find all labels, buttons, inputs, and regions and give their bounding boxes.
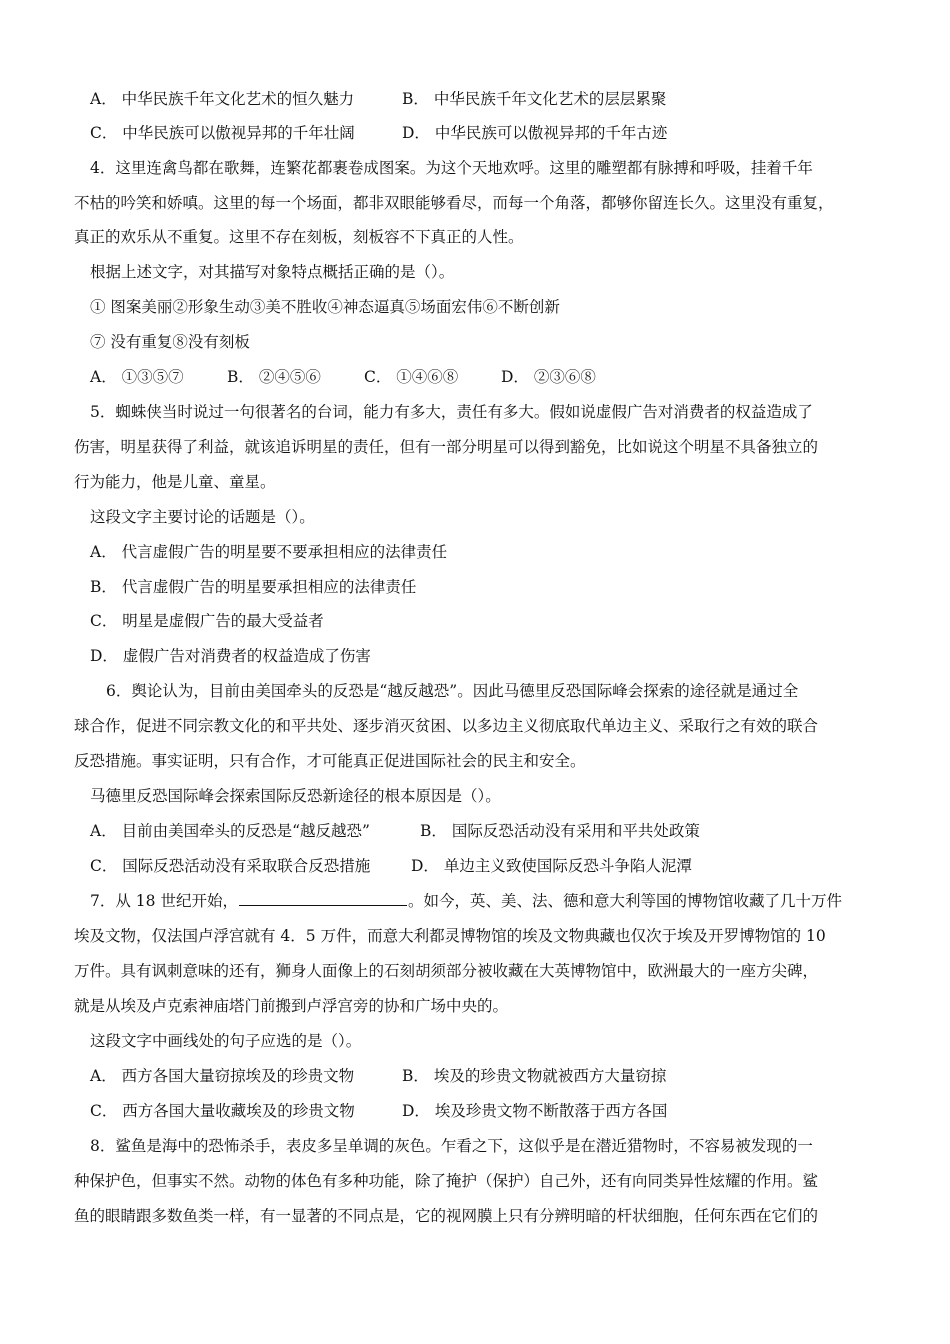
q8-passage-text: 8．鲨鱼是海中的恐怖杀手，表皮多呈单调的灰色。乍看之下，这似乎是在潜近猎物时，不容易被发现的一 [90, 1137, 813, 1155]
q5-passage-text: 行为能力，他是儿童、童星。 [74, 473, 276, 491]
q6-option-a[interactable]: A． 目前由美国牵头的反恐是“越反越恐” [90, 822, 370, 840]
q8-passage-text: 鱼的眼睛跟多数鱼类一样，有一显著的不同点是，它的视网膜上只有分辨明暗的杆状细胞，任何东西在它们的 [74, 1207, 819, 1225]
q4-passage-line-2 [0, 188, 950, 218]
q4-option-b[interactable]: B． ②④⑤⑥ [227, 368, 321, 386]
q4-question-text: 根据上述文字，对其描写对象特点概括正确的是（）。 [90, 263, 455, 281]
q6-passage-text: 6．舆论认为，目前由美国牵头的反恐是“越反越恐”。因此马德里反恐国际峰会探索的途径就是通过全 [106, 682, 799, 700]
q7-option-a[interactable]: A． 西方各国大量窃掠埃及的珍贵文物 [90, 1067, 355, 1085]
q5-passage-line-3 [0, 467, 950, 497]
q3-option-b[interactable]: B． 中华民族千年文化艺术的层层累聚 [402, 90, 667, 108]
q4-options [0, 362, 950, 392]
q7-passage-line-1 [0, 886, 950, 916]
q4-passage-line-1 [0, 153, 950, 183]
q5-question-text: 这段文字主要讨论的话题是（）。 [90, 508, 315, 526]
q7-passage-line-4 [0, 991, 950, 1021]
q5-question [0, 502, 950, 532]
q5-option-d-row [0, 641, 950, 671]
q7-passage-text: 7．从 18 世纪开始， 。如今，英、美、法、德和意大利等国的博物馆收藏了几十万件 [90, 886, 842, 916]
q6-options-row-2 [0, 851, 950, 881]
q4-question [0, 257, 950, 287]
q4-option-a[interactable]: A． ①③⑤⑦ [90, 368, 184, 386]
q6-passage-text: 反恐措施。事实证明，只有合作，才可能真正促进国际社会的民主和安全。 [74, 752, 586, 770]
q5-option-c-row [0, 606, 950, 636]
q4-passage-text: 真正的欢乐从不重复。这里不存在刻板，刻板容不下真正的人性。 [74, 228, 524, 246]
q7-option-c[interactable]: C． 西方各国大量收藏埃及的珍贵文物 [90, 1102, 355, 1120]
q3-options-row-1 [0, 84, 950, 114]
q7-passage-line-2 [0, 921, 950, 951]
q3-option-c[interactable]: C． 中华民族可以傲视异邦的千年壮阔 [90, 124, 355, 142]
q8-passage-line-1 [0, 1131, 950, 1161]
q6-passage-line-2 [0, 711, 950, 741]
q6-question [0, 781, 950, 811]
q5-passage-line-1 [0, 397, 950, 427]
q4-option-d[interactable]: D． ②③⑥⑧ [501, 368, 596, 386]
q7-question [0, 1026, 950, 1056]
q3-option-d[interactable]: D． 中华民族可以傲视异邦的千年古迹 [402, 124, 668, 142]
q6-passage-line-1 [0, 676, 950, 706]
q4-passage-text: 4．这里连禽鸟都在歌舞，连繁花都裹卷成图案。为这个天地欢呼。这里的雕塑都有脉搏和呼吸，挂着千年 [90, 159, 813, 177]
q7-option-d[interactable]: D． 埃及珍贵文物不断散落于西方各国 [402, 1102, 668, 1120]
q6-option-b[interactable]: B． 国际反恐活动没有采用和平共处政策 [420, 822, 700, 840]
q7-passage-line-3 [0, 956, 950, 986]
q7-question-text: 这段文字中画线处的句子应选的是（）。 [90, 1032, 362, 1050]
q6-option-c[interactable]: C． 国际反恐活动没有采取联合反恐措施 [90, 857, 371, 875]
q6-option-d[interactable]: D． 单边主义致使国际反恐斗争陷人泥潭 [411, 857, 692, 875]
q4-passage-text: 不枯的吟笑和娇嗔。这里的每一个场面，都非双眼能够看尽，而每一个角落，都够你留连长久。这里没有重复， [74, 194, 834, 212]
q4-items-line-1 [0, 292, 950, 322]
q5-option-d[interactable]: D． 虚假广告对消费者的权益造成了伤害 [90, 647, 371, 665]
q6-passage-text: 球合作，促进不同宗教文化的和平共处、逐步消灭贫困、以多边主义彻底取代单边主义、采取行之有效的联合 [74, 717, 819, 735]
q4-passage-line-3 [0, 222, 950, 252]
q3-options-row-2 [0, 118, 950, 148]
q7-options-row-2 [0, 1096, 950, 1126]
q4-items-text: ⑦ 没有重复⑧没有刻板 [90, 333, 250, 351]
q8-passage-text: 种保护色，但事实不然。动物的体色有多种功能，除了掩护（保护）自己外，还有向同类异性炫耀的作用。鲨 [74, 1172, 819, 1190]
q4-option-c[interactable]: C． ①④⑥⑧ [364, 368, 459, 386]
q5-option-c[interactable]: C． 明星是虚假广告的最大受益者 [90, 612, 324, 630]
q5-option-a-row [0, 537, 950, 567]
q5-option-b-row [0, 572, 950, 602]
q4-items-text: ① 图案美丽②形象生动③美不胜收④神态逼真⑤场面宏伟⑥不断创新 [90, 298, 560, 316]
q7-option-b[interactable]: B． 埃及的珍贵文物就被西方大量窃掠 [402, 1067, 667, 1085]
q8-passage-line-2 [0, 1166, 950, 1196]
q5-option-b[interactable]: B． 代言虚假广告的明星要承担相应的法律责任 [90, 578, 417, 596]
q7-options-row-1 [0, 1061, 950, 1091]
q6-question-text: 马德里反恐国际峰会探索国际反恐新途径的根本原因是（）。 [90, 787, 501, 805]
q6-options-row-1 [0, 816, 950, 846]
q5-passage-line-2 [0, 432, 950, 462]
q5-option-a[interactable]: A． 代言虚假广告的明星要不要承担相应的法律责任 [90, 543, 448, 561]
q5-passage-text: 5．蜘蛛侠当时说过一句很著名的台词，能力有多大，责任有多大。假如说虚假广告对消费者的权益造成了 [90, 403, 813, 421]
q3-option-a[interactable]: A． 中华民族千年文化艺术的恒久魅力 [90, 90, 355, 108]
q8-passage-line-3 [0, 1201, 950, 1231]
q7-passage-text: 万件。具有讽刺意味的还有，狮身人面像上的石刻胡须部分被收藏在大英博物馆中，欧洲最大的一座方尖碑， [74, 962, 819, 980]
q6-passage-line-3 [0, 746, 950, 776]
q7-passage-text: 就是从埃及卢克索神庙塔门前搬到卢浮宫旁的协和广场中央的。 [74, 997, 509, 1015]
q4-items-line-2 [0, 327, 950, 357]
q7-answer-blank[interactable] [239, 889, 407, 906]
q7-passage-text: 埃及文物，仅法国卢浮宫就有 4．5 万件，而意大利都灵博物馆的埃及文物典藏也仅次于埃及开罗博物馆的 10 [74, 927, 826, 945]
q5-passage-text: 伤害，明星获得了利益，就该追诉明星的责任，但有一部分明星可以得到豁免，比如说这个明星不具备独立的 [74, 438, 819, 456]
